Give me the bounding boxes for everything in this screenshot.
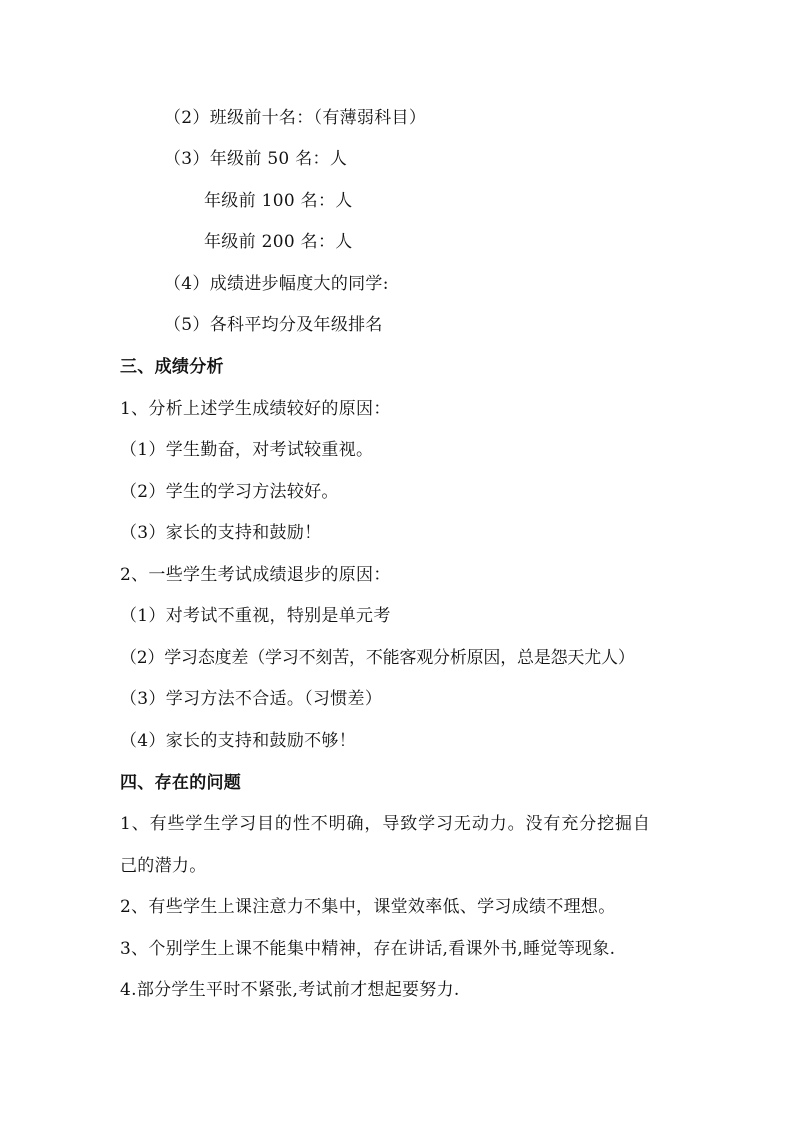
- bad-reason-2: （2）学习态度差（学习不刻苦，不能客观分析原因，总是怨天尤人）: [120, 648, 635, 668]
- problem-1-line-1: 1、有些学生学习目的性不明确，导致学习无动力。没有充分挖掘自: [120, 814, 651, 834]
- good-reason-2: （2）学生的学习方法较好。: [120, 482, 339, 502]
- item-averages: （5）各科平均分及年级排名: [164, 315, 383, 335]
- bad-reason-1: （1）对考试不重视，特别是单元考: [120, 606, 391, 626]
- bad-reason-3: （3）学习方法不合适。（习惯差）: [120, 689, 383, 709]
- section3-heading: 三、成绩分析: [120, 357, 224, 377]
- item-top-100: 年级前 100 名：人: [204, 191, 353, 211]
- section4-heading: 四、存在的问题: [120, 773, 242, 793]
- problem-3: 3、个别学生上课不能集中精神，存在讲话,看课外书,睡觉等现象.: [120, 939, 616, 959]
- item-progress: （4）成绩进步幅度大的同学:: [164, 274, 389, 294]
- problem-2: 2、有些学生上课注意力不集中，课堂效率低、学习成绩不理想。: [120, 897, 616, 917]
- problem-1-line-2: 己的潜力。: [120, 856, 207, 876]
- bad-reason-4: （4）家长的支持和鼓励不够！: [120, 731, 357, 751]
- item-top-ten: （2）班级前十名：（有薄弱科目）: [164, 108, 427, 128]
- item-top-200: 年级前 200 名：人: [204, 232, 353, 252]
- problem-4: 4.部分学生平时不紧张,考试前才想起要努力.: [120, 980, 460, 1000]
- good-reason-1: （1）学生勤奋，对考试较重视。: [120, 440, 374, 460]
- good-reason-3: （3）家长的支持和鼓励！: [120, 523, 322, 543]
- bad-reasons-title: 2、一些学生考试成绩退步的原因：: [120, 565, 391, 585]
- item-top-50: （3）年级前 50 名：人: [164, 149, 348, 169]
- good-reasons-title: 1、分析上述学生成绩较好的原因：: [120, 399, 391, 419]
